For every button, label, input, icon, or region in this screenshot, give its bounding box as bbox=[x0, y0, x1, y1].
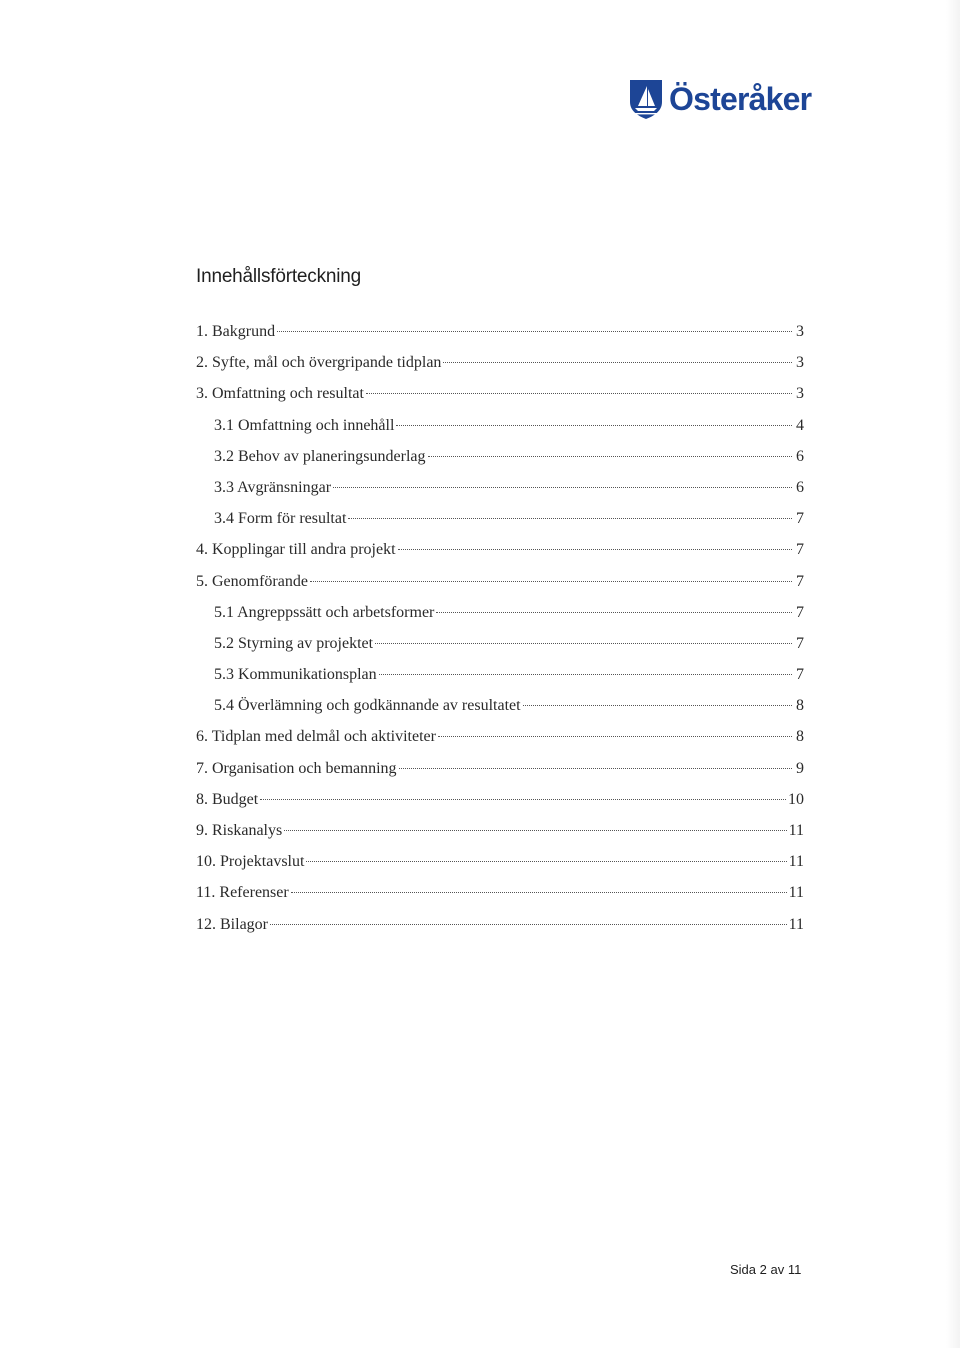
toc-entry-page: 7 bbox=[796, 572, 804, 590]
toc-entry[interactable] bbox=[196, 410, 804, 441]
toc-dot-leader bbox=[398, 549, 792, 550]
toc-entry-page: 3 bbox=[796, 323, 804, 340]
toc-entry[interactable] bbox=[196, 566, 804, 597]
toc-entry[interactable] bbox=[196, 316, 804, 347]
toc-entry-page: 11 bbox=[788, 853, 804, 871]
toc-title: Innehållsförteckning bbox=[196, 266, 361, 287]
toc-entry[interactable] bbox=[196, 846, 804, 877]
toc-entry[interactable] bbox=[196, 628, 804, 659]
toc-dot-leader bbox=[428, 456, 793, 457]
toc-entry-label: 5.4 Överlämning och godkännande av resultatet bbox=[214, 697, 521, 715]
toc-entry[interactable] bbox=[196, 909, 804, 940]
toc-entry[interactable] bbox=[196, 503, 804, 534]
toc-entry-label: 5.2 Styrning av projektet bbox=[214, 634, 374, 652]
toc-dot-leader bbox=[399, 768, 792, 769]
toc-entry-label: 7. Organisation och bemanning bbox=[196, 759, 397, 777]
toc-entry[interactable] bbox=[196, 659, 804, 690]
toc-entry[interactable] bbox=[196, 690, 804, 721]
toc-dot-leader bbox=[348, 518, 792, 519]
toc-entry-label: 3. Omfattning och resultat bbox=[196, 385, 364, 403]
toc-entry-label: 1. Bakgrund bbox=[196, 323, 276, 340]
toc-entry-page: 3 bbox=[796, 385, 804, 403]
toc-entry-page: 11 bbox=[788, 884, 804, 902]
toc-entry-label: 11. Referenser bbox=[196, 884, 289, 902]
toc-dot-leader bbox=[523, 705, 792, 706]
toc-entry[interactable] bbox=[196, 815, 804, 846]
toc-dot-leader bbox=[284, 830, 786, 831]
municipal-shield-icon bbox=[628, 78, 664, 120]
toc-dot-leader bbox=[438, 736, 792, 737]
toc-entry-page: 8 bbox=[796, 697, 804, 715]
toc-entry-label: 3.1 Omfattning och innehåll bbox=[214, 416, 395, 434]
toc-entry[interactable] bbox=[196, 378, 804, 409]
toc-list bbox=[196, 316, 804, 940]
toc-dot-leader bbox=[333, 487, 792, 488]
toc-entry-page: 11 bbox=[788, 822, 804, 839]
toc-entry-page: 7 bbox=[796, 603, 804, 621]
page-indicator: Sida 2 av 11 bbox=[730, 1262, 802, 1277]
toc-entry-page: 7 bbox=[796, 510, 804, 528]
toc-dot-leader bbox=[366, 393, 792, 394]
toc-entry-label: 5.3 Kommunikationsplan bbox=[214, 666, 377, 684]
toc-entry-label: 6. Tidplan med delmål och aktiviteter bbox=[196, 728, 436, 746]
toc-entry-label: 3.4 Form för resultat bbox=[214, 510, 347, 528]
toc-dot-leader bbox=[277, 331, 792, 332]
toc-entry[interactable] bbox=[196, 534, 804, 565]
toc-entry[interactable] bbox=[196, 441, 804, 472]
toc-entry-label: 4. Kopplingar till andra projekt bbox=[196, 541, 396, 559]
toc-dot-leader bbox=[379, 674, 792, 675]
toc-entry-page: 9 bbox=[796, 759, 804, 777]
toc-entry-label: 3.3 Avgränsningar bbox=[214, 478, 332, 496]
toc-entry-label: 5. Genomförande bbox=[196, 572, 308, 590]
toc-dot-leader bbox=[306, 861, 786, 862]
toc-entry[interactable] bbox=[196, 721, 804, 752]
toc-entry-label: 2. Syfte, mål och övergripande tidplan bbox=[196, 354, 442, 372]
toc-entry-page: 6 bbox=[796, 478, 804, 496]
toc-entry-label: 10. Projektavslut bbox=[196, 853, 305, 871]
toc-dot-leader bbox=[310, 581, 792, 582]
toc-entry[interactable] bbox=[196, 784, 804, 815]
toc-entry-page: 11 bbox=[788, 915, 804, 933]
toc-dot-leader bbox=[291, 892, 787, 893]
toc-entry-label: 3.2 Behov av planeringsunderlag bbox=[214, 447, 426, 465]
toc-entry-page: 8 bbox=[796, 728, 804, 746]
toc-entry-label: 8. Budget bbox=[196, 790, 259, 808]
toc-entry[interactable] bbox=[196, 472, 804, 503]
toc-entry-page: 10 bbox=[788, 790, 804, 808]
municipality-logo bbox=[628, 76, 811, 122]
toc-entry[interactable] bbox=[196, 877, 804, 908]
toc-dot-leader bbox=[443, 362, 792, 363]
toc-entry[interactable] bbox=[196, 753, 804, 784]
toc-entry-label: 12. Bilagor bbox=[196, 915, 268, 933]
toc-entry-label: 5.1 Angreppssätt och arbetsformer bbox=[214, 603, 435, 621]
toc-dot-leader bbox=[375, 643, 792, 644]
toc-dot-leader bbox=[270, 924, 787, 925]
toc-entry-page: 7 bbox=[796, 666, 804, 684]
toc-entry[interactable] bbox=[196, 347, 804, 378]
toc-entry-page: 6 bbox=[796, 447, 804, 465]
toc-entry[interactable] bbox=[196, 597, 804, 628]
toc-entry-page: 7 bbox=[796, 541, 804, 559]
toc-entry-label: 9. Riskanalys bbox=[196, 822, 283, 839]
logo-wordmark: Österåker bbox=[669, 81, 812, 117]
toc-dot-leader bbox=[436, 612, 792, 613]
toc-entry-page: 3 bbox=[796, 354, 804, 372]
toc-dot-leader bbox=[396, 425, 792, 426]
toc-entry-page: 4 bbox=[796, 416, 804, 434]
page-edge-shadow bbox=[946, 0, 960, 1348]
toc-dot-leader bbox=[260, 799, 786, 800]
toc-entry-page: 7 bbox=[796, 634, 804, 652]
